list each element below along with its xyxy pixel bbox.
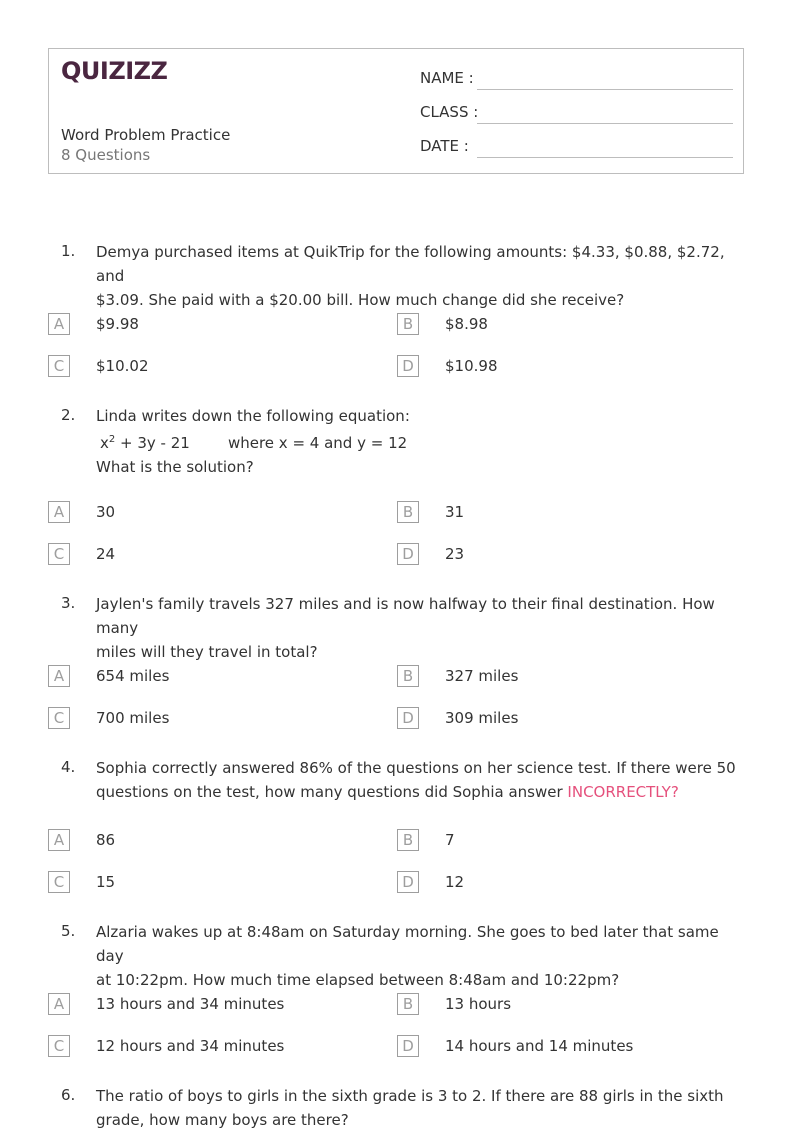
question-text: [96, 920, 744, 992]
class-label: CLASS :: [420, 103, 479, 121]
option-text[interactable]: $8.98: [445, 315, 488, 333]
option-letter-box[interactable]: A: [48, 313, 70, 335]
question-number: 5.: [61, 922, 76, 940]
equation-exponent: 2: [108, 434, 116, 445]
name-label: NAME :: [420, 69, 474, 87]
option-text[interactable]: $10.98: [445, 357, 498, 375]
question-line: The ratio of boys to girls in the sixth grade is 3 to 2. If there are 88 girls in the sixth: [96, 1087, 724, 1105]
option-letter-box[interactable]: B: [397, 313, 419, 335]
option-text[interactable]: 309 miles: [445, 709, 519, 727]
option-text[interactable]: 31: [445, 503, 465, 521]
question-text: [96, 756, 744, 804]
date-label: DATE :: [420, 137, 469, 155]
option-text[interactable]: 14 hours and 14 minutes: [445, 1037, 634, 1055]
option-text[interactable]: 30: [96, 503, 116, 521]
worksheet-title: Word Problem Practice: [61, 126, 231, 144]
equation-rest: + 3y - 21 where x = 4 and y = 12: [115, 434, 408, 452]
option-letter-box[interactable]: C: [48, 707, 70, 729]
option-letter-box[interactable]: D: [397, 1035, 419, 1057]
name-line[interactable]: [477, 89, 733, 90]
question-number: 6.: [61, 1086, 76, 1104]
question-line: [96, 780, 744, 804]
question-text: [96, 592, 744, 664]
question-count: 8 Questions: [61, 146, 151, 164]
class-line[interactable]: [477, 123, 733, 124]
option-letter-box[interactable]: A: [48, 665, 70, 687]
option-text[interactable]: 13 hours: [445, 995, 512, 1013]
question-line: Sophia correctly answered 86% of the questions on her science test. If there were 50: [96, 759, 736, 777]
question-line: $3.09. She paid with a $20.00 bill. How much change did she receive?: [96, 291, 625, 309]
option-letter-box[interactable]: C: [48, 543, 70, 565]
option-letter-box[interactable]: D: [397, 707, 419, 729]
option-letter-box[interactable]: B: [397, 501, 419, 523]
emphasis-text: INCORRECTLY?: [567, 783, 679, 801]
question-number: 3.: [61, 594, 76, 612]
option-letter-box[interactable]: D: [397, 543, 419, 565]
equation-variable: x: [100, 434, 109, 452]
option-letter-box[interactable]: D: [397, 355, 419, 377]
question-line: Alzaria wakes up at 8:48am on Saturday morning. She goes to bed later that same day: [96, 923, 719, 965]
question-line: Linda writes down the following equation:: [96, 407, 410, 425]
question-text: [96, 240, 744, 312]
option-letter-box[interactable]: B: [397, 829, 419, 851]
equation-line: [96, 428, 744, 455]
option-text[interactable]: 13 hours and 34 minutes: [96, 995, 285, 1013]
option-letter-box[interactable]: A: [48, 501, 70, 523]
question-line: miles will they travel in total?: [96, 643, 318, 661]
option-text[interactable]: 15: [96, 873, 116, 891]
option-letter-box[interactable]: A: [48, 993, 70, 1015]
question-number: 2.: [61, 406, 76, 424]
option-text[interactable]: 327 miles: [445, 667, 519, 685]
question-line-start: questions on the test, how many questions did Sophia answer: [96, 783, 568, 801]
question-number: 4.: [61, 758, 76, 776]
option-letter-box[interactable]: C: [48, 355, 70, 377]
option-text[interactable]: $9.98: [96, 315, 139, 333]
option-letter-box[interactable]: B: [397, 993, 419, 1015]
option-text[interactable]: 12: [445, 873, 465, 891]
question-line: Demya purchased items at QuikTrip for the following amounts: $4.33, $0.88, $2.72, and: [96, 243, 725, 285]
option-letter-box[interactable]: C: [48, 871, 70, 893]
question-text: [96, 404, 744, 479]
option-text[interactable]: 700 miles: [96, 709, 170, 727]
option-text[interactable]: 86: [96, 831, 116, 849]
option-text[interactable]: 7: [445, 831, 455, 849]
option-text[interactable]: 23: [445, 545, 465, 563]
question-line: What is the solution?: [96, 458, 254, 476]
date-line[interactable]: [477, 157, 733, 158]
question-line: Jaylen's family travels 327 miles and is now halfway to their final destination. How many: [96, 595, 715, 637]
question-line: at 10:22pm. How much time elapsed between 8:48am and 10:22pm?: [96, 971, 620, 989]
option-text[interactable]: 24: [96, 545, 116, 563]
question-number: 1.: [61, 242, 76, 260]
option-letter-box[interactable]: C: [48, 1035, 70, 1057]
question-line: grade, how many boys are there?: [96, 1111, 349, 1129]
option-text[interactable]: $10.02: [96, 357, 149, 375]
worksheet-header: [48, 48, 744, 174]
option-text[interactable]: 654 miles: [96, 667, 170, 685]
quizizz-logo: QUIZIZZ: [61, 57, 168, 85]
question-text: [96, 1084, 744, 1132]
option-text[interactable]: 12 hours and 34 minutes: [96, 1037, 285, 1055]
option-letter-box[interactable]: B: [397, 665, 419, 687]
option-letter-box[interactable]: A: [48, 829, 70, 851]
option-letter-box[interactable]: D: [397, 871, 419, 893]
